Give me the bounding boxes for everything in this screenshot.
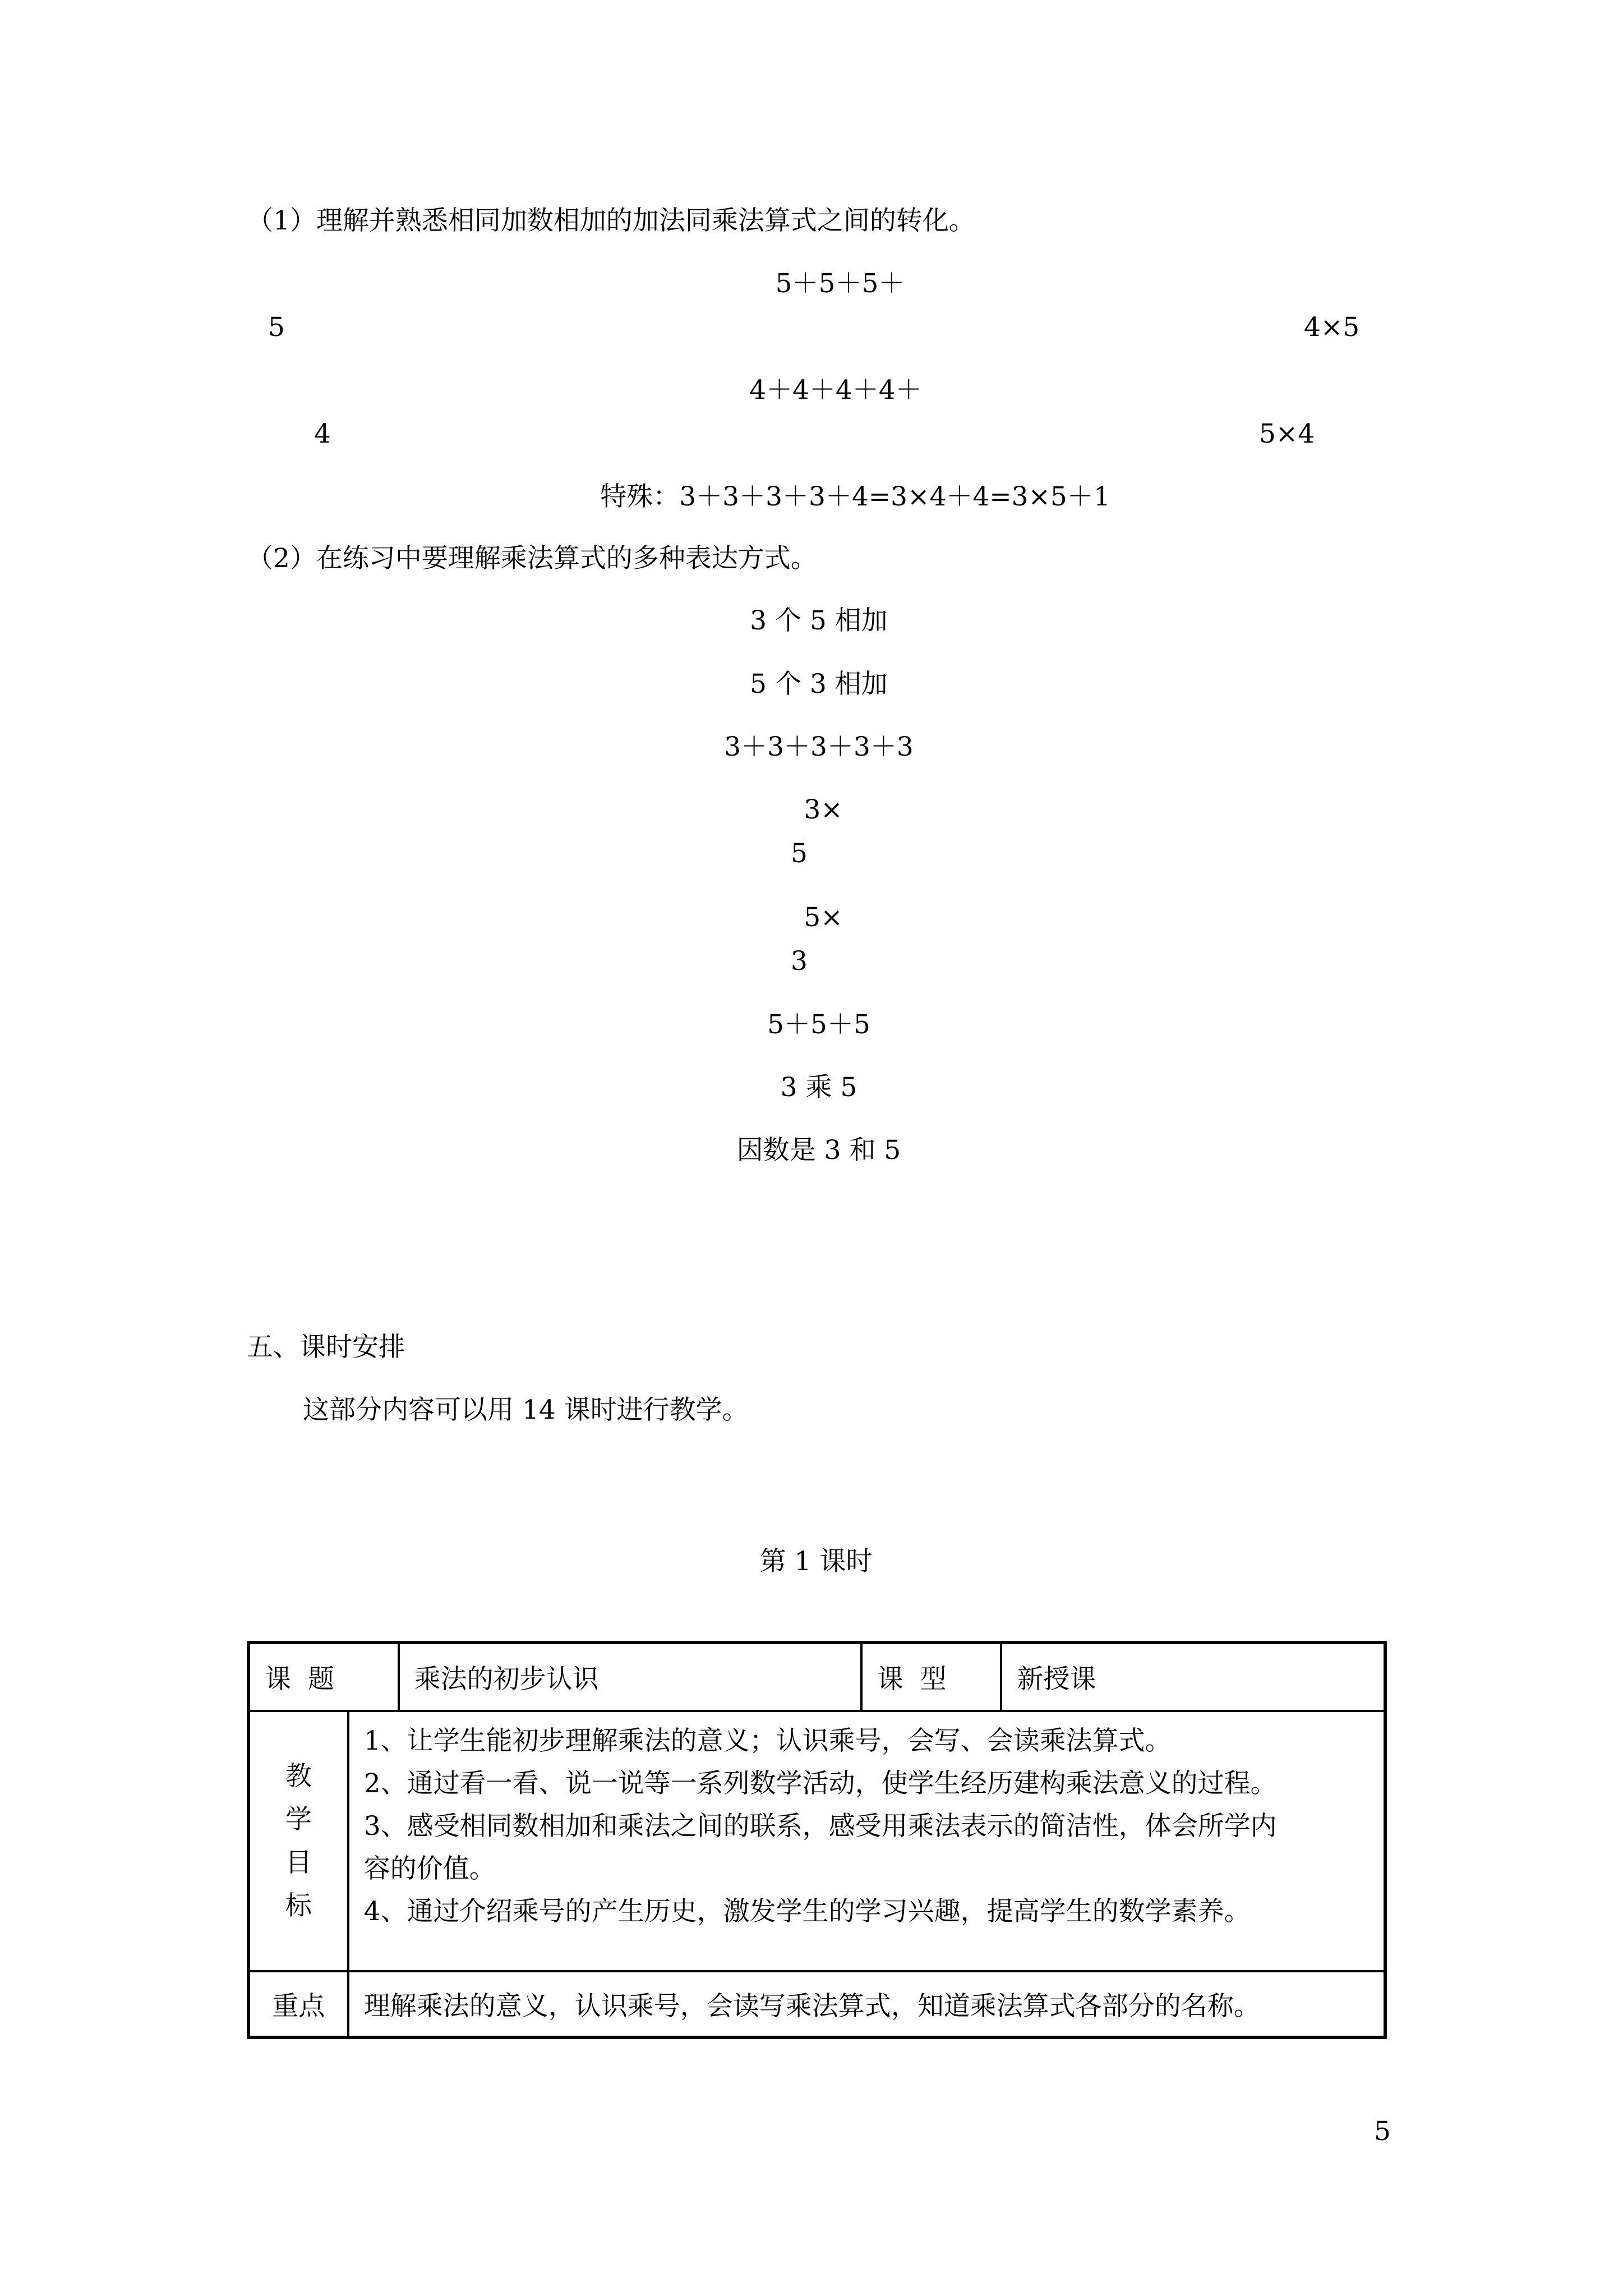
expression-3: 3＋3＋3＋3＋3 <box>724 731 914 762</box>
example2-addition-start: 4＋4＋4＋4＋ <box>749 375 922 406</box>
topic-label: 课 题 <box>248 1642 399 1711</box>
example1-addition-end: 5 <box>268 312 285 343</box>
expression-8: 因数是 3 和 5 <box>736 1135 901 1166</box>
expression-1: 3 个 5 相加 <box>750 605 888 636</box>
goal-item: 3、感受相同数相加和乘法之间的联系，感受用乘法表示的简洁性，体会所学内 <box>363 1811 1277 1842</box>
goals-label-char-1: 教 <box>285 1761 312 1792</box>
goals-label <box>248 1711 348 1971</box>
expression-4b: 5 <box>791 838 808 869</box>
lesson-table <box>247 1641 1387 2039</box>
topic-value: 乘法的初步认识 <box>399 1642 861 1711</box>
type-label: 课 型 <box>861 1642 1002 1711</box>
goals-label-char-3: 目 <box>285 1847 312 1878</box>
special-case: 特殊：3＋3＋3＋3＋4=3×4＋4=3×5＋1 <box>600 481 1110 512</box>
example1-multiplication: 4×5 <box>1304 312 1360 343</box>
goals-label-char-2: 学 <box>285 1804 312 1835</box>
item2-text: （2）在练习中要理解乘法算式的多种表达方式。 <box>247 543 817 574</box>
expression-4a: 3× <box>804 794 843 825</box>
goal-item: 4、通过介绍乘号的产生历史，激发学生的学习兴趣，提高学生的数学素养。 <box>363 1896 1251 1927</box>
table-row-key <box>248 1971 1385 2037</box>
expression-5a: 5× <box>804 902 843 933</box>
lesson-title: 第 1 课时 <box>759 1546 873 1577</box>
section-five-text: 这部分内容可以用 14 课时进行教学。 <box>303 1395 749 1425</box>
item1-text: （1）理解并熟悉相同加数相加的加法同乘法算式之间的转化。 <box>247 205 975 236</box>
expression-6: 5＋5＋5 <box>767 1009 870 1040</box>
table-row-topic <box>248 1642 1385 1711</box>
goal-item: 2、通过看一看、说一说等一系列数学活动，使学生经历建构乘法意义的过程。 <box>363 1768 1277 1799</box>
example1-addition-start: 5＋5＋5＋ <box>775 268 905 299</box>
goals-list <box>348 1711 1385 1971</box>
goal-item: 1、让学生能初步理解乘法的意义；认识乘号，会写、会读乘法算式。 <box>363 1726 1172 1756</box>
page-number: 5 <box>1374 2116 1391 2147</box>
example2-multiplication: 5×4 <box>1259 418 1315 449</box>
expression-2: 5 个 3 相加 <box>750 669 888 700</box>
type-value: 新授课 <box>1001 1642 1385 1711</box>
table-row-goals <box>248 1711 1385 1971</box>
key-label: 重点 <box>248 1971 348 2037</box>
key-value: 理解乘法的意义，认识乘号，会读写乘法算式，知道乘法算式各部分的名称。 <box>348 1971 1385 2037</box>
expression-7: 3 乘 5 <box>780 1072 857 1103</box>
example2-addition-end: 4 <box>314 418 331 449</box>
goal-item: 容的价值。 <box>363 1853 496 1884</box>
section-five-heading: 五、课时安排 <box>247 1332 405 1363</box>
expression-5b: 3 <box>791 946 808 977</box>
goals-label-char-4: 标 <box>285 1890 312 1921</box>
